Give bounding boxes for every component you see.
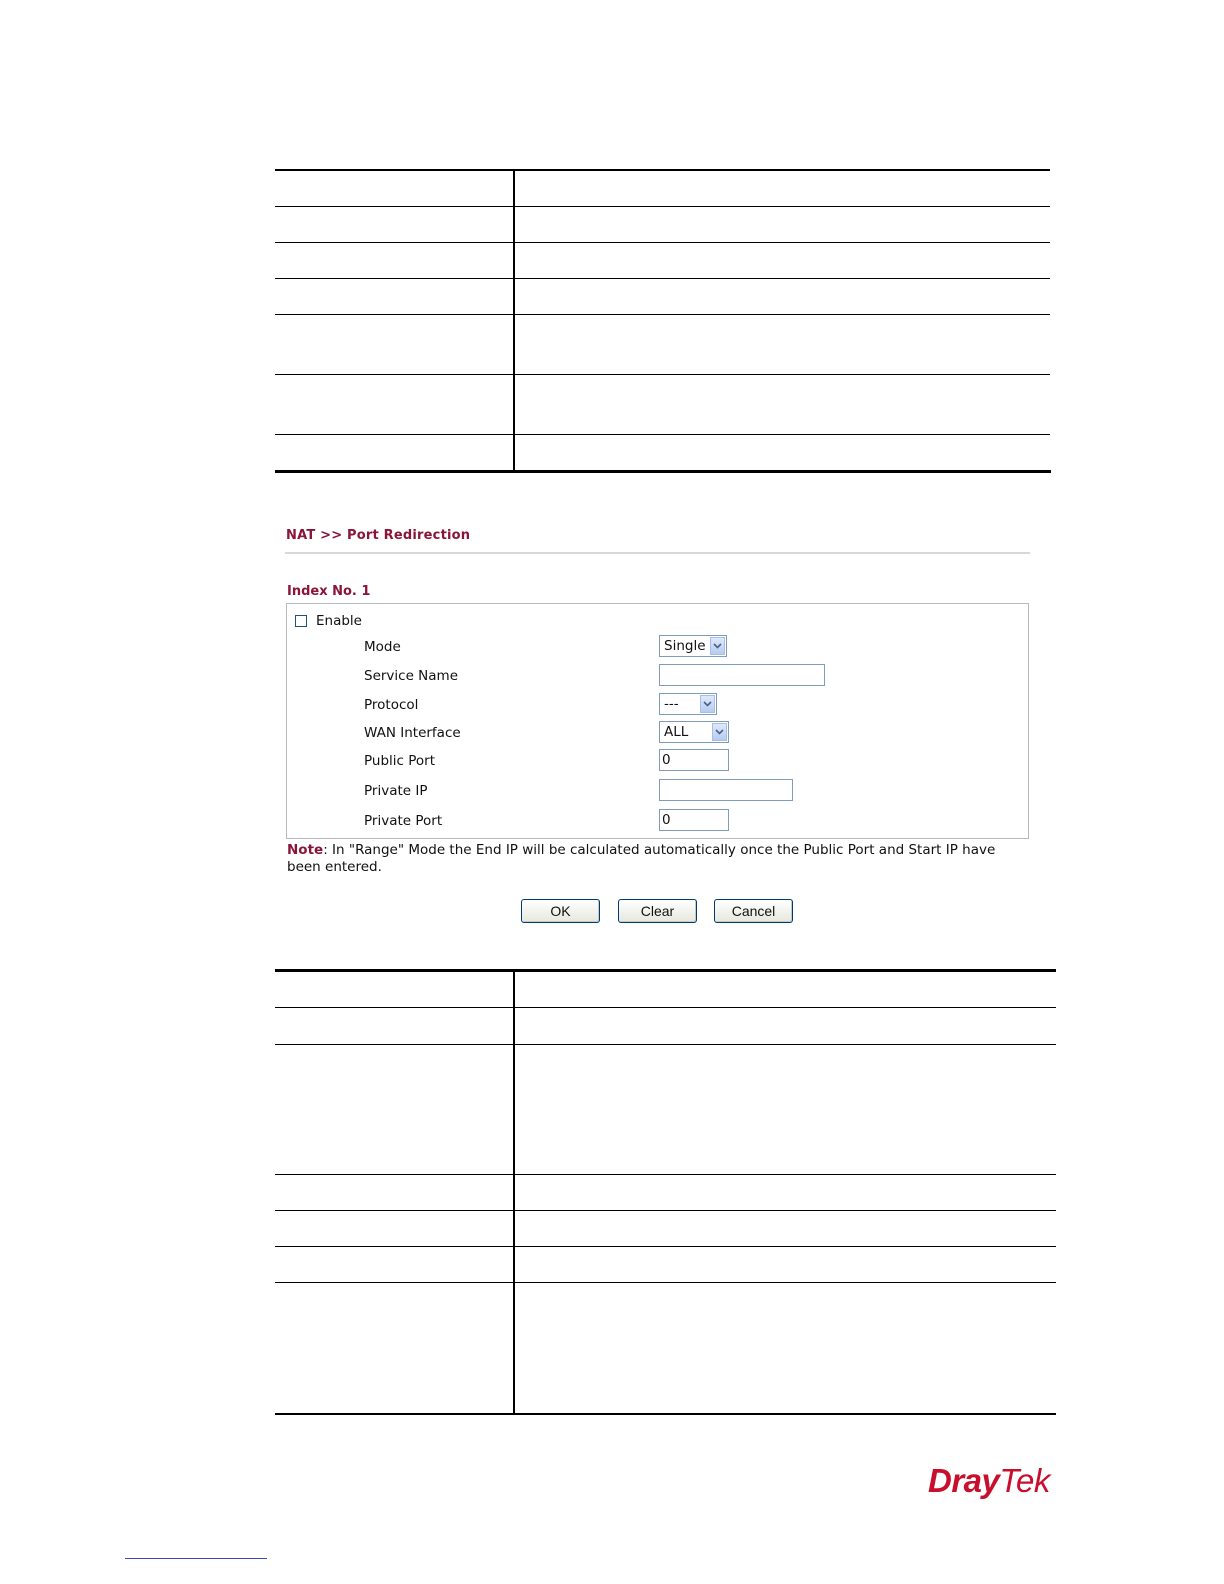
protocol-label: Protocol <box>364 697 419 713</box>
wan-interface-select-value: ALL <box>664 724 689 740</box>
public-port-input[interactable]: 0 <box>659 749 729 771</box>
public-port-label: Public Port <box>364 753 436 769</box>
table-rule <box>275 434 1050 435</box>
private-port-label: Private Port <box>364 813 443 829</box>
protocol-select-value: --- <box>664 696 679 712</box>
service-name-input[interactable] <box>659 664 825 686</box>
wan-interface-label: WAN Interface <box>364 725 461 741</box>
draytek-logo <box>928 1462 1050 1500</box>
wan-interface-select[interactable] <box>659 721 729 743</box>
table-rule <box>275 1413 1056 1415</box>
mode-select[interactable] <box>659 635 727 657</box>
breadcrumb: NAT >> Port Redirection <box>286 528 471 543</box>
top-description-table <box>275 169 1051 473</box>
footer-link-rule <box>125 1558 267 1559</box>
table-rule <box>275 1282 1056 1283</box>
note-label: Note <box>287 842 324 858</box>
table-column-divider <box>513 969 515 1415</box>
table-rule <box>275 206 1050 207</box>
table-rule <box>275 1044 1056 1045</box>
cancel-button[interactable]: Cancel <box>714 899 793 923</box>
mode-label: Mode <box>364 639 401 655</box>
table-column-divider <box>513 169 515 471</box>
service-name-label: Service Name <box>364 668 459 684</box>
note-body: : In "Range" Mode the End IP will be calculated automatically once the Public Port and Start IP have been entered. <box>287 842 996 875</box>
table-rule <box>275 242 1050 243</box>
private-port-input[interactable]: 0 <box>659 809 729 831</box>
table-rule <box>275 1246 1056 1247</box>
table-rule <box>275 314 1050 315</box>
mode-select-value: Single <box>664 638 706 654</box>
chevron-down-icon[interactable] <box>712 723 727 741</box>
table-rule <box>275 470 1051 473</box>
note-text <box>287 842 1032 876</box>
enable-label: Enable <box>316 613 362 629</box>
chevron-down-icon[interactable] <box>700 695 715 713</box>
chevron-down-icon[interactable] <box>710 637 725 655</box>
logo-tek: Tek <box>999 1462 1050 1499</box>
logo-dray: Dray <box>928 1462 1000 1499</box>
breadcrumb-divider <box>285 552 1030 554</box>
index-title: Index No. 1 <box>287 584 371 599</box>
table-rule <box>275 1007 1056 1008</box>
table-rule <box>275 1174 1056 1175</box>
clear-button[interactable]: Clear <box>618 899 697 923</box>
table-rule <box>275 1210 1056 1211</box>
private-ip-label: Private IP <box>364 783 428 799</box>
table-rule <box>275 169 1050 171</box>
bottom-description-table <box>275 969 1056 1416</box>
enable-checkbox[interactable] <box>295 615 307 627</box>
table-rule <box>275 969 1056 972</box>
ok-button[interactable]: OK <box>521 899 600 923</box>
private-ip-input[interactable] <box>659 779 793 801</box>
table-rule <box>275 374 1050 375</box>
table-rule <box>275 278 1050 279</box>
protocol-select[interactable] <box>659 693 717 715</box>
enable-row[interactable] <box>295 613 362 629</box>
